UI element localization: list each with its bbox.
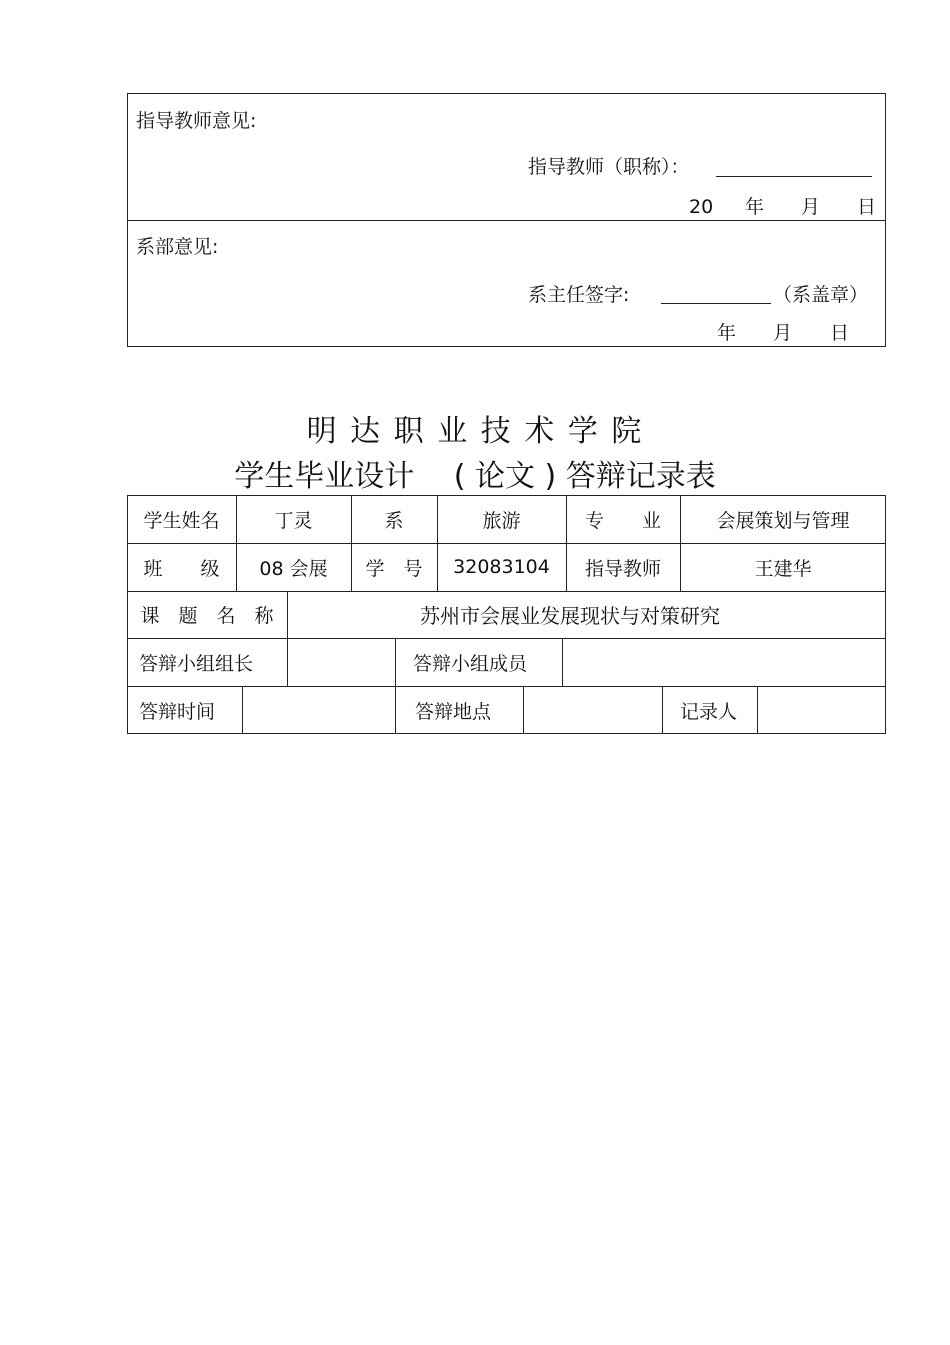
- department-opinion-heading: 系部意见:: [136, 236, 219, 258]
- advisor-opinion-heading: 指导教师意见:: [136, 110, 257, 132]
- defense-place-label: 答辩地点: [415, 700, 492, 723]
- major-label: 专 业: [584, 509, 661, 532]
- department-sign-label: 系主任签字:: [528, 284, 630, 306]
- advisor-value[interactable]: 王建华: [754, 557, 812, 580]
- defense-time-value[interactable]: [242, 686, 395, 734]
- institution-title: 明 达 职 业 技 术 学 院: [306, 414, 644, 449]
- panel-members-value[interactable]: [562, 638, 886, 686]
- class-label: 班 级: [143, 557, 220, 580]
- defense-time-label: 答辩时间: [139, 700, 216, 723]
- student-id-value[interactable]: 32083104: [453, 556, 550, 578]
- advisor-date-month: 月: [801, 196, 821, 218]
- recorder-label: 记录人: [680, 700, 738, 723]
- advisor-date-day: 日: [857, 196, 877, 218]
- department-date-day: 日: [830, 322, 850, 344]
- department-value[interactable]: 旅游: [482, 509, 521, 532]
- defense-place-value[interactable]: [523, 686, 662, 734]
- advisor-sign-line[interactable]: [716, 176, 872, 177]
- student-id-label: 学 号: [365, 557, 423, 580]
- student-name-label: 学生姓名: [143, 509, 220, 532]
- class-value[interactable]: 08 会展: [259, 557, 328, 580]
- advisor-date-prefix: 20: [689, 196, 714, 218]
- panel-members-label: 答辩小组成员: [413, 652, 528, 675]
- opinion-divider: [127, 220, 886, 221]
- department-seal-note: （系盖章）: [773, 284, 869, 306]
- panel-leader-value[interactable]: [287, 638, 395, 686]
- department-sign-line[interactable]: [661, 303, 771, 304]
- topic-label: 课 题 名 称: [140, 605, 274, 627]
- advisor-date-year: 年: [745, 196, 765, 218]
- topic-value[interactable]: 苏州市会展业发展现状与对策研究: [420, 604, 720, 628]
- advisor-sign-label: 指导教师（职称）：: [528, 156, 690, 178]
- department-date-month: 月: [773, 322, 793, 344]
- student-name-value[interactable]: 丁灵: [274, 509, 313, 532]
- recorder-value[interactable]: [757, 686, 886, 734]
- department-date-year: 年: [717, 322, 737, 344]
- advisor-label: 指导教师: [584, 557, 661, 580]
- form-title: 学生毕业设计 ( 论文 ) 答辩记录表: [234, 459, 716, 494]
- panel-leader-label: 答辩小组组长: [139, 652, 254, 675]
- department-label: 系: [384, 509, 404, 532]
- major-value[interactable]: 会展策划与管理: [716, 509, 850, 532]
